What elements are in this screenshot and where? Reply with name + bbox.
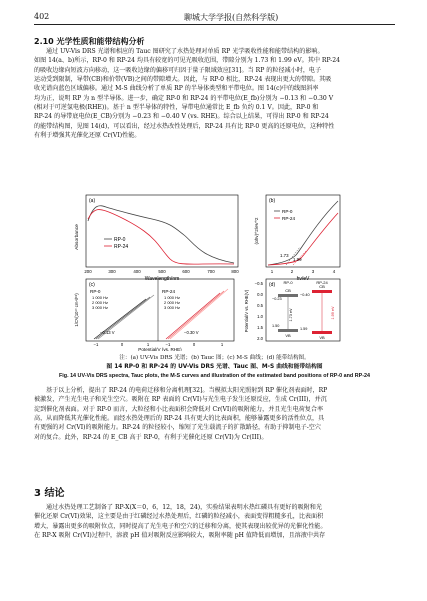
legend-entry: 1 000 Hz — [164, 295, 181, 300]
panel-d — [244, 279, 340, 341]
legend-entry: RP-0 — [282, 209, 293, 214]
series-line — [88, 206, 234, 263]
tick-label: 600 — [182, 269, 190, 274]
x-axis-label: Potential/V (vs. RHE) — [138, 347, 182, 351]
legend-entry: 2 000 Hz — [92, 300, 109, 305]
tick-label: −1 — [93, 342, 99, 347]
panel-a-label: (a) — [89, 198, 96, 204]
annotation: −0.13 V — [100, 330, 115, 335]
text-line: 通过水热处理工艺制备了 RP-X(X＝0，6，12，18，24)，实验结果表明水热红磷具有更好的吸附和光 — [46, 504, 322, 511]
journal-name: 聊城大学学报(自然科学版) — [184, 13, 279, 22]
tick-label: 1 — [220, 342, 224, 347]
legend-entry: RP-24 — [114, 244, 129, 250]
header-rule — [34, 24, 395, 25]
text-line: 催化还原 Cr(VI)效果，这主要是由于红磷经过水热处理后，红磷的粒径减小，表面变得粗糙多孔，比表面积 — [34, 513, 324, 521]
panel-a — [74, 195, 239, 282]
text-line: 运动受到限制，导带(CB)和价带(VB)之间的带隙增大。因此，与 RP-0 相比，RP-24 表现出更大的带隙。其吸 — [34, 76, 332, 84]
panel-b-label: (b) — [269, 198, 276, 204]
legend-entry: RP-0 — [114, 237, 126, 243]
figure-note: 注：(a) UV-Vis DRS 光谱；(b) Tauc 图；(c) M-S 曲线；(d) 能带结构图。 — [119, 355, 310, 361]
paragraph-1 — [34, 47, 395, 140]
annotation: 1.73 — [280, 253, 289, 258]
panel-c-label: (c) — [89, 282, 95, 288]
text-line: 基于以上分析，提出了 RP-24 的电荷迁移和分离机理[32]。当模拟太阳光照射到 RP 催化剂表面时，RP — [46, 387, 328, 394]
cb-value: −0.23 — [272, 297, 282, 301]
y-axis-label: Absorbance — [75, 224, 80, 250]
page-number: 402 — [34, 12, 50, 21]
tick-label: 300 — [108, 269, 116, 274]
x-axis-label: Wavelength/nm — [144, 276, 180, 282]
vb-bar — [278, 329, 298, 332]
figure-caption-zh: 图 14 RP-0 和 RP-24 的 UV-Vis DRS 光谱、Tauc 图、M-S 曲线和能带结构图 — [106, 364, 323, 370]
tick-label: 800 — [231, 269, 239, 274]
x-axis-label: hv/eV — [296, 276, 310, 282]
text-line: 通过 UV-Vis DRS 光谱和相应的 Tauc 图研究了水热处理对单质 RP 光学吸收性能和能带结构的影响。 — [46, 48, 324, 55]
tick-label: 1 — [146, 342, 150, 347]
tick-label: 2.0 — [257, 336, 263, 341]
tick-label: 1.0 — [257, 314, 263, 319]
tick-label: 0 — [192, 342, 196, 347]
legend-entry: 3 000 Hz — [92, 305, 109, 310]
tick-label: 0.5 — [257, 303, 263, 308]
text-line: 增大，暴露出更多的吸附位点，同时提高了光生电子和空穴的迁移和分离，使其表现出较优异的光催化性能。 — [34, 522, 327, 530]
text-line: 收光谱向蓝色区域偏移。通过 M-S 曲线分析了单质 RP 的半导体类型和平带电位。图 14(c)中的线图斜率 — [34, 85, 319, 93]
section-heading: 2.10 光学性质和能带结构分析 — [34, 37, 145, 46]
tick-label: −0.5 — [254, 281, 263, 286]
series-line — [268, 213, 338, 265]
paragraph-3 — [34, 503, 395, 540]
text-line: 被激发，产生光生电子和光生空穴。吸附在 RP 表面的 Cr(VI)与光生电子发生还原反应，生成 Cr(III)，并沉 — [34, 396, 327, 404]
text-line: 的能带结构图，见图 14(d)，可以看出，经过水热改性处理后，RP-24 具有比 RP-0 更高的还原电位，这种特性 — [34, 122, 335, 130]
y-axis-label: 1/C²/(10¹⁰ cm⁴/F²) — [74, 293, 79, 327]
group-label: RP-0 — [90, 289, 101, 294]
text-line: 对的复合。此外，RP-24 的 E_CB 高于 RP-0，有利于光催化还原 Cr(VI)为 Cr(III)。 — [34, 433, 268, 441]
band-label: VB — [285, 333, 291, 338]
text-line: 淀到催化剂表面。对于 RP-0 而言，大粒径和小比表面积会降低对 Cr(VI)的吸附能力，并且光生电荷复合率 — [34, 405, 324, 413]
text-line: 均为正，说明 RP 为 n 型半导体。进一步，确定 RP-0 和 RP-24 的平带电位(E_fb)分别为 −0.13 和 −0.30 V — [34, 94, 334, 102]
text-line: 如图 14(a、b)所示，RP-0 和 RP-24 均具有较宽的可见光吸收范围，带隙分别为 1.73 和 1.99 eV。其中 RP-24 — [34, 57, 341, 65]
y-axis-label: (αhv)^2/eV^2 — [254, 217, 259, 245]
vb-value: 1.50 — [272, 324, 280, 328]
annotation: 1.99 — [293, 257, 302, 262]
tick-label: −1 — [165, 342, 171, 347]
text-line: 有利于增强其光催化还原 Cr(VI)性能。 — [34, 132, 141, 140]
conclusion-heading: 3 结论 — [34, 488, 65, 499]
band-group-label: RP-24 — [316, 280, 328, 285]
legend-entry: 3 000 Hz — [164, 305, 181, 310]
y-axis-label: Potential/V vs. RHE(V) — [244, 289, 249, 333]
tick-label: 500 — [158, 269, 166, 274]
tick-label: 700 — [207, 269, 215, 274]
panel-b — [254, 195, 340, 282]
band-label: CB — [319, 284, 325, 289]
tick-label: 400 — [133, 269, 141, 274]
group-label: RP-24 — [162, 289, 176, 294]
panel-c — [74, 279, 234, 351]
figure-14 — [34, 193, 395, 351]
vb-value: 1.59 — [300, 327, 308, 331]
figure-caption-en: Fig. 14 UV-Vis DRS spectra, Tauc plots, the M-S curves and illustration of the estimated band positions of RP-0 and RP-24 — [58, 373, 371, 379]
cb-value: −0.40 — [300, 293, 310, 297]
series-line — [88, 209, 234, 264]
text-line: 在 RP-X 吸附 Cr(VI)过程中，溶液 pH 值对吸附反应影响较大，吸附率随 pH 值降低而增加，且溶液中共存 — [34, 532, 326, 540]
text-line: 的吸收边缘向短波方向移动，这一吸收边缘的偏移可归因于量子限域效应[31]。当 RP 的粒径减小时，电子 — [34, 66, 322, 74]
tick-label: 4 — [332, 269, 336, 274]
band-label: CB — [285, 288, 291, 293]
text-line: (相对于可逆氢电极(RHE))。基于 n 型半导体的特性，导带电位通常比 E_fb 负约 0.1 V。因此，RP-0 和 — [34, 104, 319, 112]
tick-label: 1 — [270, 269, 274, 274]
tick-label: 1.5 — [257, 325, 263, 330]
cb-bar — [312, 290, 332, 293]
tick-label: 0.0 — [257, 292, 263, 297]
text-line: RP-24 的导带底电位(E_CB)分别为 −0.23 和 −0.40 V (vs. RHE)。综合以上结果，可得出 RP-0 和 RP-24 — [34, 113, 329, 121]
legend-entry: 2 000 Hz — [164, 300, 181, 305]
paragraph-2 — [34, 386, 395, 442]
band-group-label: RP-0 — [283, 280, 293, 285]
legend-entry: 1 000 Hz — [92, 295, 109, 300]
tick-label: 2 — [290, 269, 294, 274]
gap-label: 1.99 eV — [331, 306, 335, 320]
text-line: 有更强的对 Cr(VI)的吸附能力。RP-24 的粒径较小，缩短了光生载流子的扩散路径，有助于抑制电子-空穴 — [34, 424, 321, 432]
band-label: VB — [319, 335, 325, 340]
vb-bar — [312, 331, 332, 334]
gap-label: 1.73 eV — [289, 308, 293, 322]
panel-d-label: (d) — [269, 282, 276, 288]
tick-label: 200 — [84, 269, 92, 274]
tick-label: 3 — [311, 269, 315, 274]
legend-entry: RP-24 — [282, 216, 296, 221]
tick-label: 0 — [120, 342, 124, 347]
text-line: 高，从而降低其光催化性能。而经水热处理后的 RP-24 具有更大的比表面积，能够暴露更多的活性位点，具 — [34, 415, 325, 423]
annotation: −0.30 V — [184, 330, 199, 335]
